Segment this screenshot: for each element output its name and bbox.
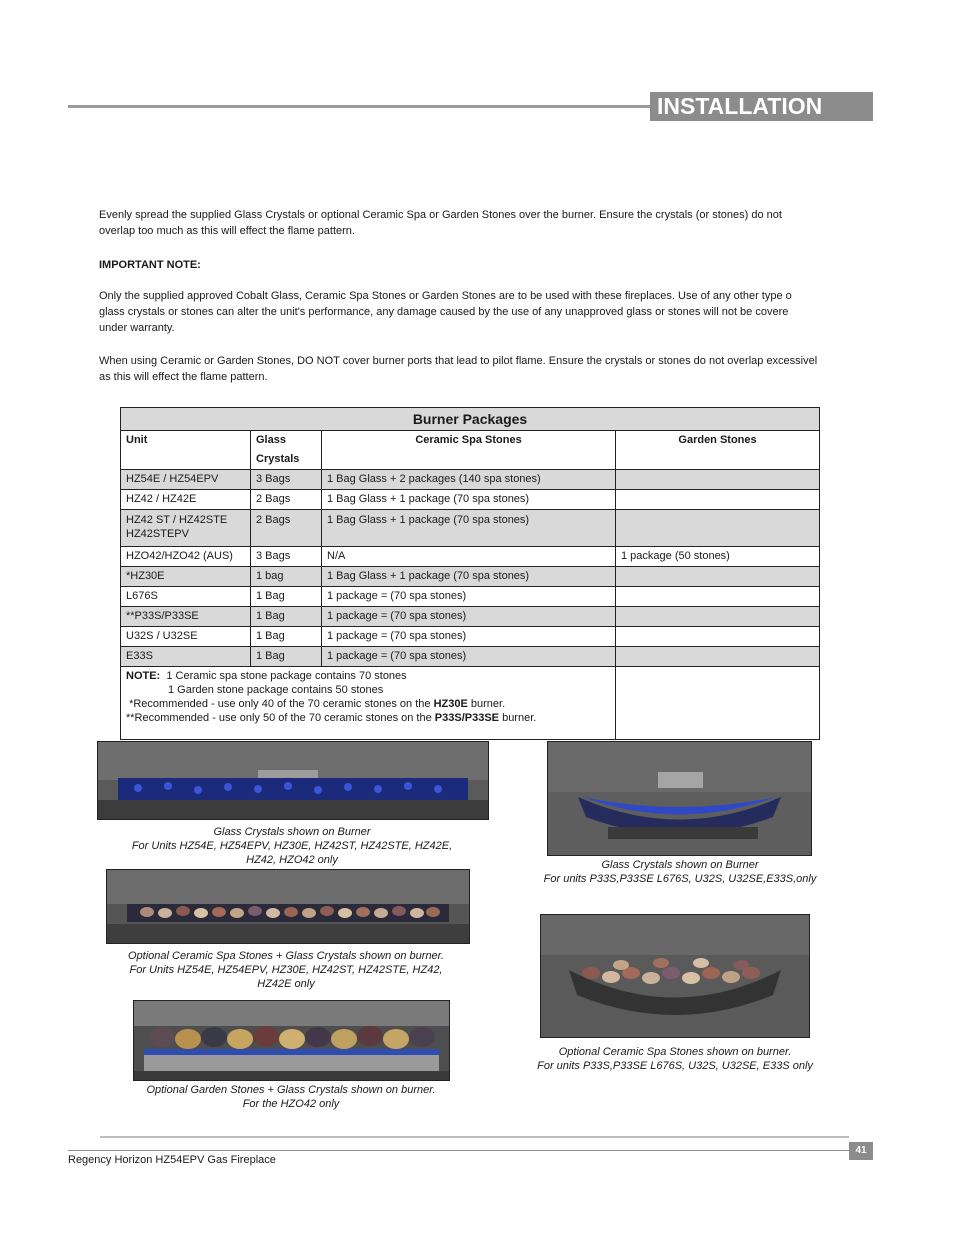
text-line: When using Ceramic or Garden Stones, DO NOT cover burner ports that lead to pilot flame. Ensure the crystals or stones do not overlap excessivel xyxy=(99,355,818,367)
table-row xyxy=(121,627,820,647)
intro-paragraph xyxy=(99,207,849,239)
table-row xyxy=(121,470,820,490)
cell-unit: **P33S/P33SE xyxy=(121,607,251,627)
cell-empty xyxy=(616,667,820,740)
figure-caption xyxy=(100,949,472,991)
cell-ceramic: 1 package = (70 spa stones) xyxy=(322,587,616,607)
cell-unit: E33S xyxy=(121,647,251,667)
footer-rule xyxy=(100,1136,849,1138)
table-row xyxy=(121,587,820,607)
warning-paragraph xyxy=(99,288,849,336)
note-line: burner. xyxy=(499,712,537,724)
header-rule xyxy=(68,105,653,108)
cell-glass: 1 bag xyxy=(251,567,322,587)
important-note-label: IMPORTANT NOTE: xyxy=(99,259,201,271)
text-line: glass crystals or stones can alter the unit's performance, any damage caused by the use of any unapproved glass or stones will not be covere xyxy=(99,306,789,318)
cell-unit: HZO42/HZO42 (AUS) xyxy=(121,547,251,567)
photo-glass-curved xyxy=(547,741,812,856)
table-note-row xyxy=(121,667,820,740)
caption-line: For units P33S,P33SE L676S, U32S, U32SE,E33S,only xyxy=(543,873,817,885)
table-row xyxy=(121,567,820,587)
column-header: Glass Crystals xyxy=(251,431,322,470)
cell-garden xyxy=(616,647,820,667)
cell-glass: 3 Bags xyxy=(251,547,322,567)
note-line: 1 Garden stone package contains 50 stones xyxy=(168,684,384,696)
caption-line: Glass Crystals shown on Burner xyxy=(601,859,759,871)
cell-ceramic: 1 Bag Glass + 1 package (70 spa stones) xyxy=(322,490,616,510)
footer-rule xyxy=(68,1150,849,1151)
cell-ceramic: 1 Bag Glass + 1 package (70 spa stones) xyxy=(322,510,616,547)
table-row xyxy=(121,647,820,667)
caption-line: For Units HZ54E, HZ54EPV, HZ30E, HZ42ST, HZ42STE, HZ42E, xyxy=(131,840,453,852)
section-title: INSTALLATION xyxy=(650,92,873,121)
cell-glass: 1 Bag xyxy=(251,587,322,607)
note-model: P33S/P33SE xyxy=(434,712,500,724)
cell-garden: 1 package (50 stones) xyxy=(616,547,820,567)
unit-line: HZ42STEPV xyxy=(126,528,189,540)
photo-garden-stones xyxy=(133,1000,450,1081)
burner-packages-table xyxy=(120,407,820,740)
note-label: NOTE: xyxy=(126,670,161,682)
figure-caption xyxy=(110,1083,472,1111)
unit-line: HZ42 ST / HZ42STE xyxy=(126,514,228,526)
cell-ceramic: 1 Bag Glass + 1 package (70 spa stones) xyxy=(322,567,616,587)
caption-line: For the HZO42 only xyxy=(242,1098,340,1110)
text-line: overlap too much as this will effect the flame pattern. xyxy=(99,225,355,237)
cell-glass: 2 Bags xyxy=(251,510,322,547)
document-title: Regency Horizon HZ54EPV Gas Fireplace xyxy=(68,1154,276,1166)
cell-garden xyxy=(616,490,820,510)
photo-glass-linear xyxy=(97,741,489,820)
cell-ceramic: 1 Bag Glass + 2 packages (140 spa stones) xyxy=(322,470,616,490)
text-line: as this will effect the flame pattern. xyxy=(99,371,268,383)
photo-spa-stones-linear xyxy=(106,869,470,944)
caption-line: Optional Garden Stones + Glass Crystals shown on burner. xyxy=(146,1084,436,1096)
cell-glass: 1 Bag xyxy=(251,627,322,647)
cell-glass: 1 Bag xyxy=(251,607,322,627)
cell-glass: 1 Bag xyxy=(251,647,322,667)
cell-unit: HZ54E / HZ54EPV xyxy=(121,470,251,490)
table-caption: Burner Packages xyxy=(121,408,820,431)
caption-line: For units P33S,P33SE L676S, U32S, U32SE, E33S only xyxy=(537,1060,813,1072)
column-header: Garden Stones xyxy=(616,431,820,470)
note-line: *Recommended - use only 40 of the 70 ceramic stones on the xyxy=(129,698,434,710)
cell-unit: *HZ30E xyxy=(121,567,251,587)
note-model: HZ30E xyxy=(433,698,468,710)
table-note xyxy=(121,667,616,740)
caption-line: For Units HZ54E, HZ54EPV, HZ30E, HZ42ST, HZ42STE, HZ42, xyxy=(129,964,443,976)
text-line: Evenly spread the supplied Glass Crystals or optional Ceramic Spa or Garden Stones over the burner. Ensure the crystals (or stones) do not xyxy=(99,209,782,221)
cell-garden xyxy=(616,607,820,627)
text-line: under warranty. xyxy=(99,322,175,334)
cell-unit xyxy=(121,510,251,547)
cell-ceramic: 1 package = (70 spa stones) xyxy=(322,647,616,667)
figure-caption xyxy=(97,825,487,867)
cell-unit: U32S / U32SE xyxy=(121,627,251,647)
cell-unit: L676S xyxy=(121,587,251,607)
cell-garden xyxy=(616,587,820,607)
text-line: Only the supplied approved Cobalt Glass, Ceramic Spa Stones or Garden Stones are to be used with these fireplaces. Use of any other type o xyxy=(99,290,792,302)
caption-line: Glass Crystals shown on Burner xyxy=(213,826,371,838)
table-row xyxy=(121,547,820,567)
note-line: **Recommended - use only 50 of the 70 ceramic stones on the xyxy=(126,712,435,724)
page-number: 41 xyxy=(849,1142,873,1160)
cell-ceramic: 1 package = (70 spa stones) xyxy=(322,627,616,647)
cell-garden xyxy=(616,627,820,647)
cell-garden xyxy=(616,470,820,490)
cell-garden xyxy=(616,510,820,547)
cell-ceramic: N/A xyxy=(322,547,616,567)
table-row xyxy=(121,490,820,510)
cell-glass: 3 Bags xyxy=(251,470,322,490)
cell-garden xyxy=(616,567,820,587)
table-row xyxy=(121,510,820,547)
caption-line: HZ42E only xyxy=(257,978,315,990)
figure-caption xyxy=(510,858,850,886)
cell-unit: HZ42 / HZ42E xyxy=(121,490,251,510)
column-header: Unit xyxy=(121,431,251,470)
note-line: 1 Ceramic spa stone package contains 70 stones xyxy=(166,670,407,682)
note-line: burner. xyxy=(467,698,506,710)
column-header: Ceramic Spa Stones xyxy=(322,431,616,470)
caption-line: Optional Ceramic Spa Stones + Glass Crystals shown on burner. xyxy=(128,950,444,962)
caption-line: HZ42, HZO42 only xyxy=(246,854,338,866)
stones-paragraph xyxy=(99,353,849,385)
cell-ceramic: 1 package = (70 spa stones) xyxy=(322,607,616,627)
figure-caption xyxy=(505,1045,845,1073)
caption-line: Optional Ceramic Spa Stones shown on burner. xyxy=(558,1046,792,1058)
photo-spa-stones-curved xyxy=(540,914,810,1038)
table-row xyxy=(121,607,820,627)
cell-glass: 2 Bags xyxy=(251,490,322,510)
